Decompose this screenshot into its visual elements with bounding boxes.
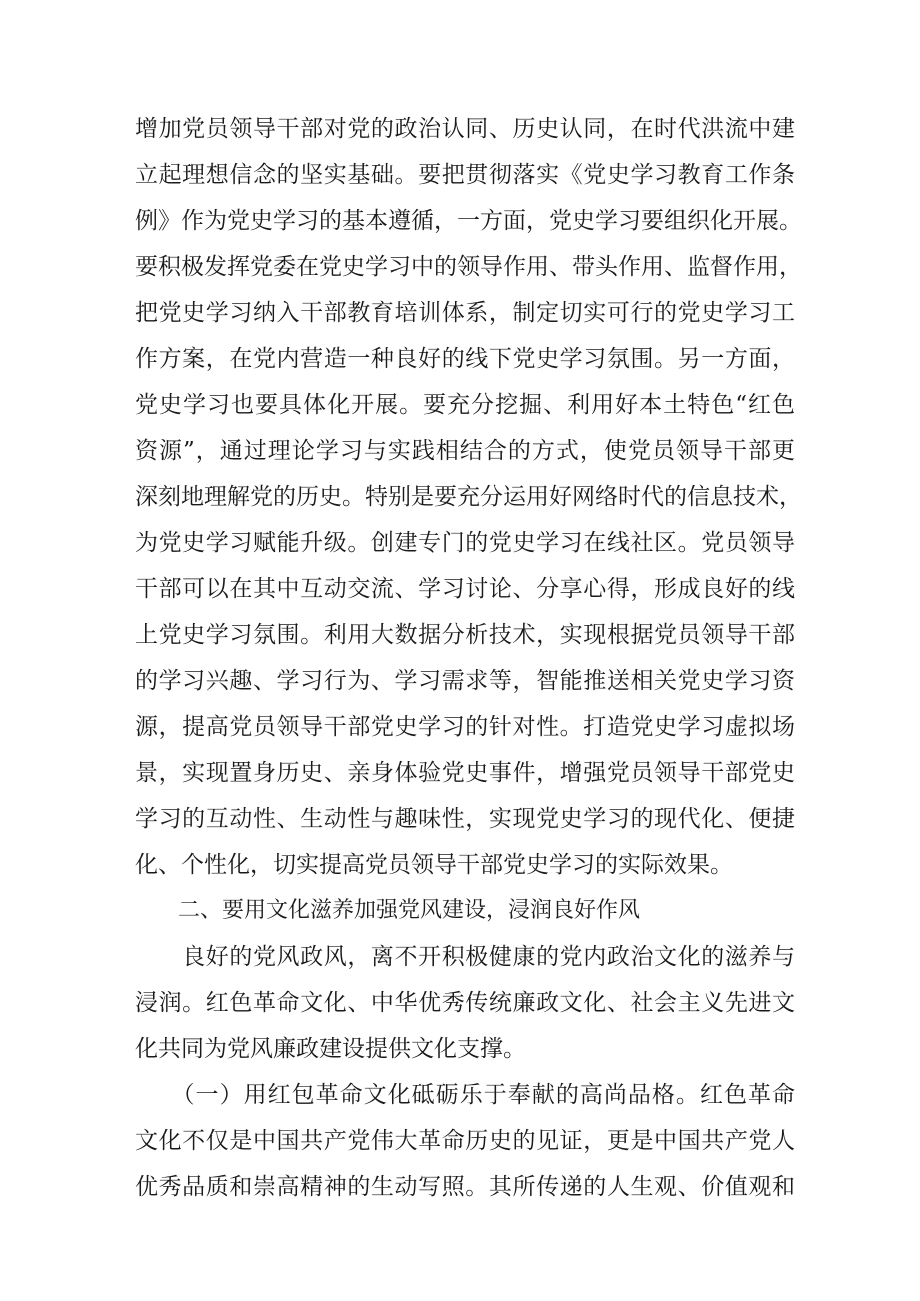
body-text-line: 立起理想信念的坚实基础。要把贯彻落实《党史学习教育工作条 — [135, 162, 795, 188]
body-text-line: 源，提高党员领导干部党史学习的针对性。打造党史学习虚拟场 — [135, 714, 795, 740]
body-text-line: 学习的互动性、生动性与趣味性，实现党史学习的现代化、便捷 — [135, 806, 795, 832]
body-text-line: 要积极发挥党委在党史学习中的领导作用、带头作用、监督作用， — [135, 254, 802, 280]
body-text-line: 的学习兴趣、学习行为、学习需求等，智能推送相关党史学习资 — [135, 668, 795, 694]
body-text-line: 资源”，通过理论学习与实践相结合的方式，使党员领导干部更 — [135, 438, 795, 464]
body-text-line: 干部可以在其中互动交流、学习讨论、分享心得，形成良好的线 — [135, 576, 795, 602]
body-text-line: 深刻地理解党的历史。特别是要充分运用好网络时代的信息技术， — [135, 484, 802, 510]
body-text-line: 作方案，在党内营造一种良好的线下党史学习氛围。另一方面， — [135, 346, 795, 372]
body-text-line: （一）用红包革命文化砥砺乐于奉献的高尚品格。红色革命 — [135, 1082, 795, 1108]
body-text-line: 文化不仅是中国共产党伟大革命历史的见证，更是中国共产党人 — [135, 1128, 795, 1154]
body-text-line: 增加党员领导干部对党的政治认同、历史认同，在时代洪流中建 — [135, 116, 795, 142]
body-text-line: 化、个性化，切实提高党员领导干部党史学习的实际效果。 — [135, 852, 733, 878]
body-text-line: 上党史学习氛围。利用大数据分析技术，实现根据党员领导干部 — [135, 622, 795, 648]
body-text-line: 优秀品质和崇高精神的生动写照。其所传递的人生观、价值观和 — [135, 1174, 795, 1200]
body-text-line: 良好的党风政风，离不开积极健康的党内政治文化的滋养与 — [135, 944, 795, 970]
body-text-line: 化共同为党风廉政建设提供文化支撑。 — [135, 1036, 526, 1062]
section-heading: 二、要用文化滋养加强党风建设，浸润良好作风 — [178, 898, 641, 923]
body-text-line: 党史学习也要具体化开展。要充分挖掘、利用好本土特色“红色 — [135, 392, 795, 418]
body-text-line: 浸润。红色革命文化、中华优秀传统廉政文化、社会主义先进文 — [135, 990, 795, 1016]
body-text-line: 景，实现置身历史、亲身体验党史事件，增强党员领导干部党史 — [135, 760, 795, 786]
body-text-line: 为党史学习赋能升级。创建专门的党史学习在线社区。党员领导 — [135, 530, 795, 556]
body-text-line: 把党史学习纳入干部教育培训体系，制定切实可行的党史学习工 — [135, 300, 795, 326]
body-text-line: 例》作为党史学习的基本遵循，一方面，党史学习要组织化开展。 — [135, 208, 802, 234]
